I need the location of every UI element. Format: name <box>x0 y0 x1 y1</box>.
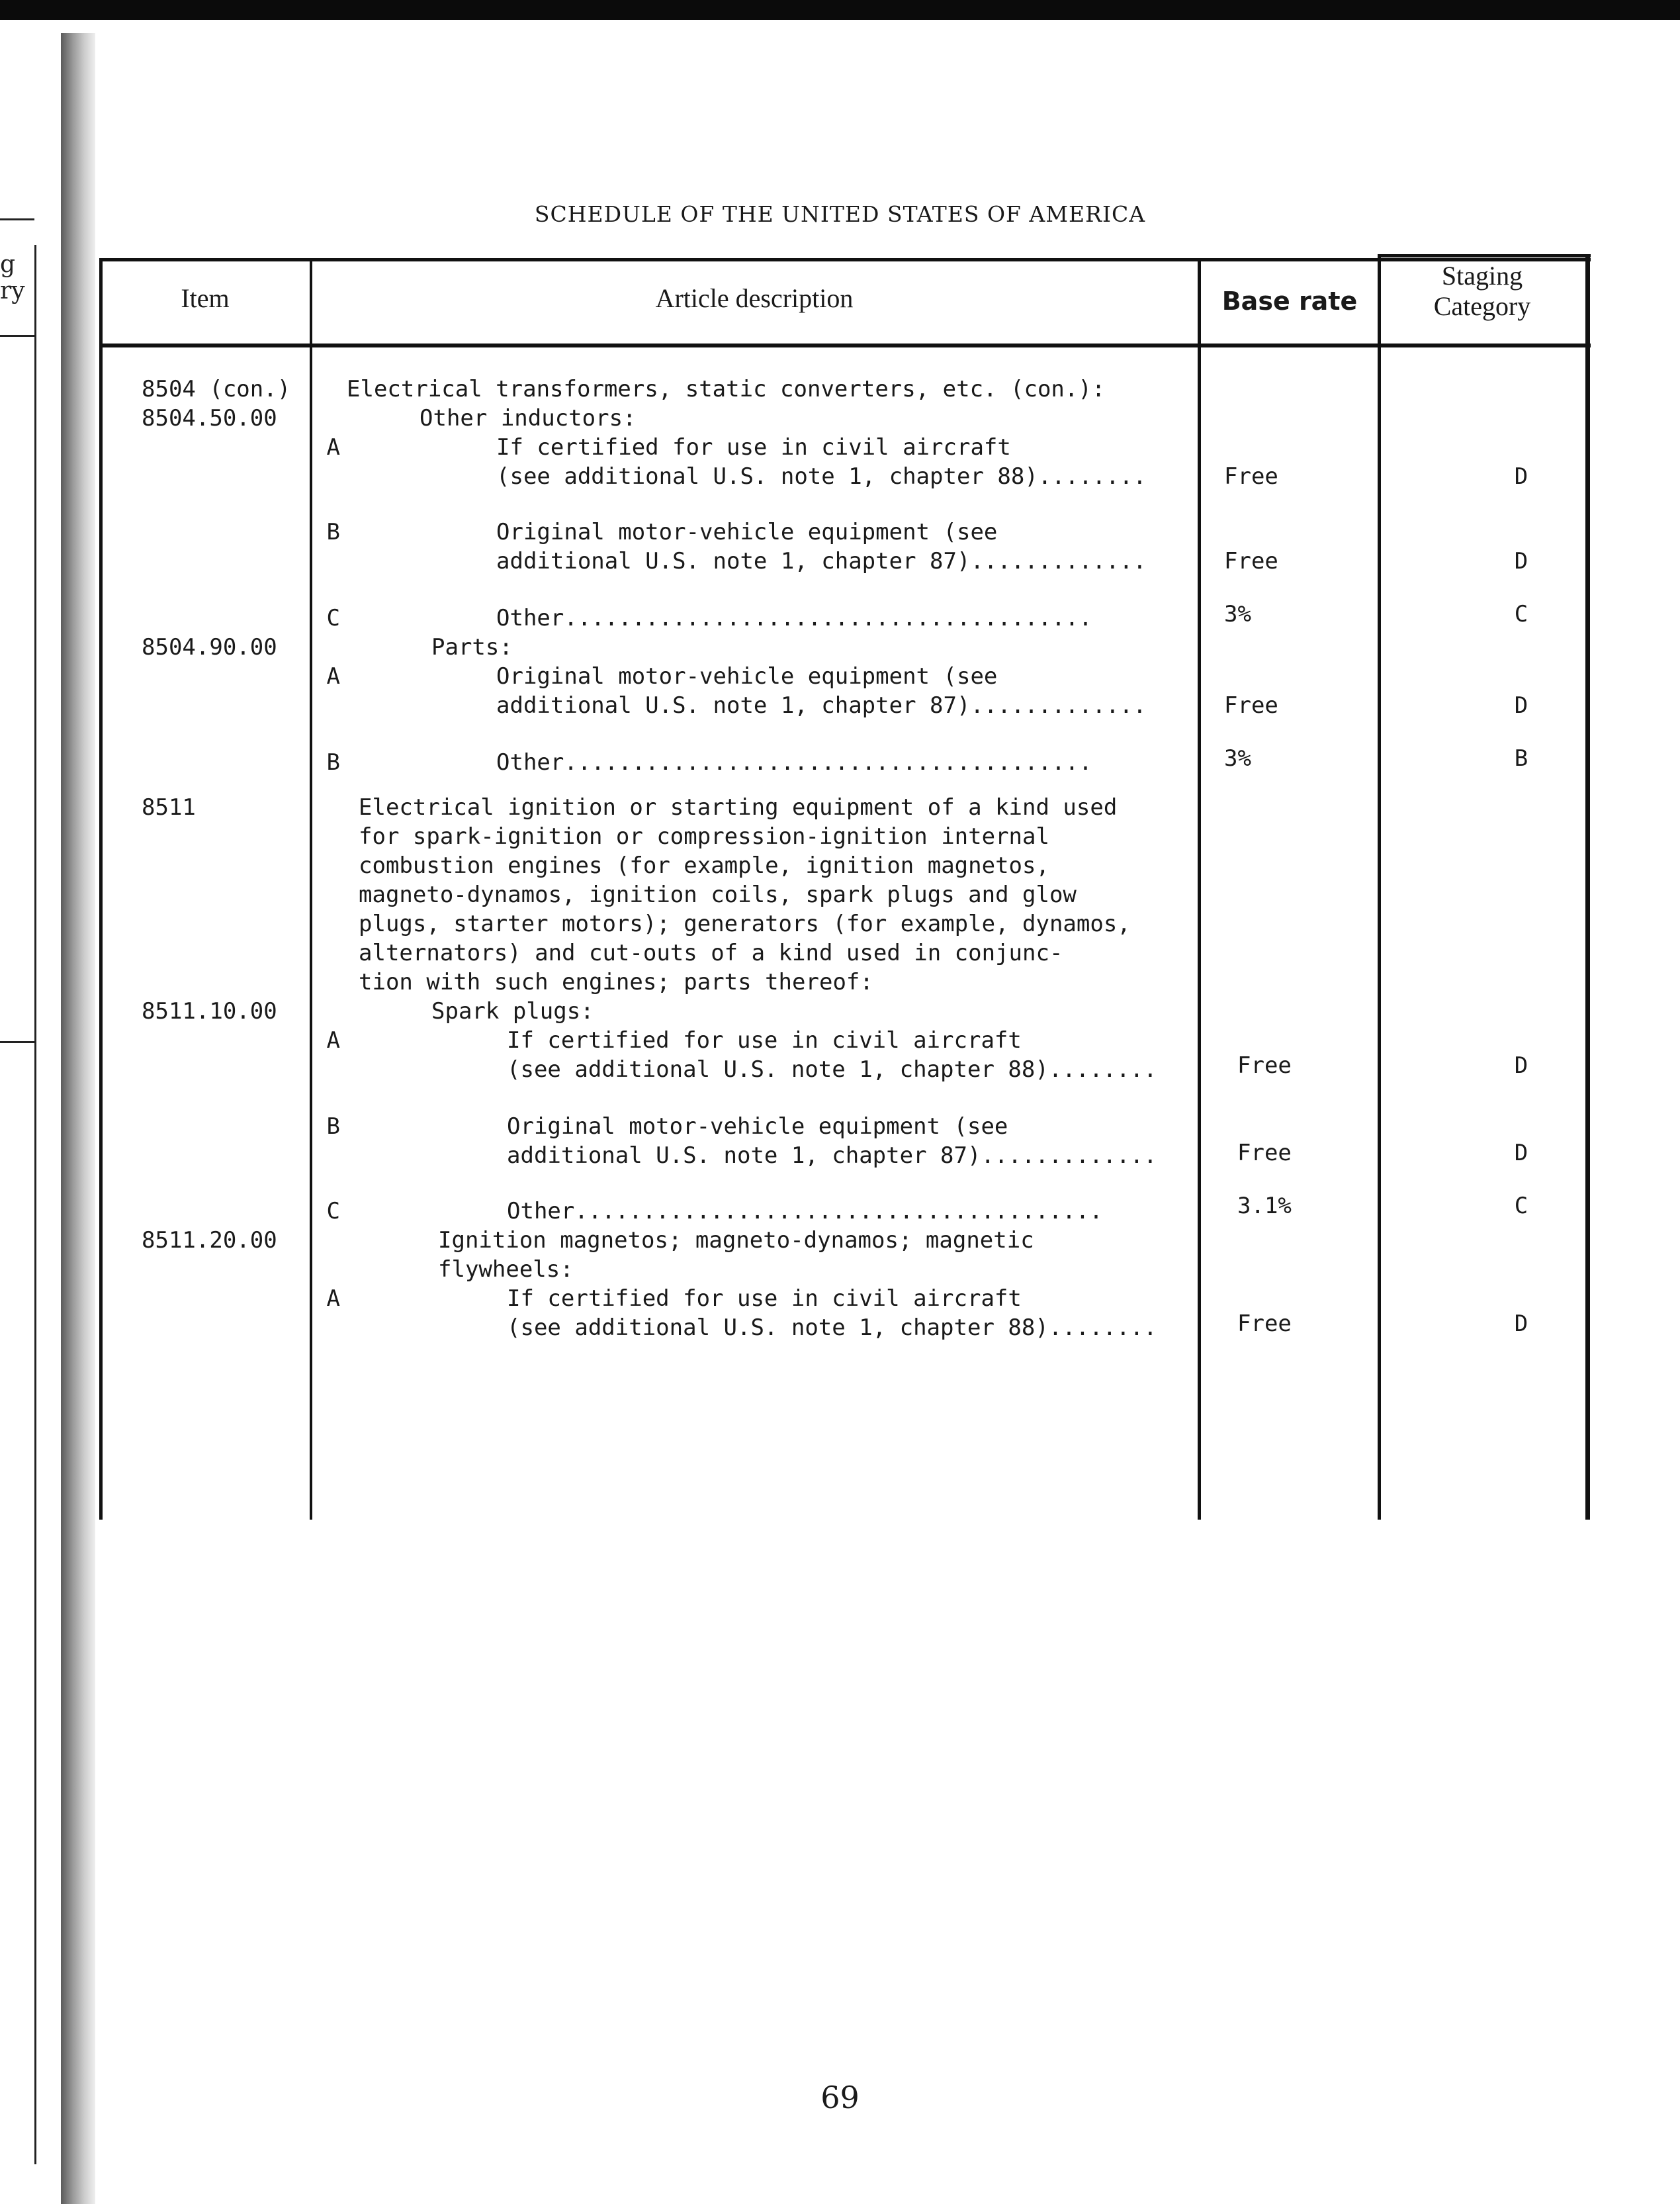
adjacent-page-text-fragment: g ry <box>0 251 25 304</box>
staging-category-value: D <box>1514 692 1528 719</box>
page-number: 69 <box>820 2080 860 2115</box>
article-description-line: additional U.S. note 1, chapter 87)............. <box>496 692 1147 719</box>
column-divider-description <box>1198 258 1201 1520</box>
article-description-line: Other....................................... <box>496 749 1092 776</box>
staging-category-value: D <box>1514 463 1528 490</box>
header-top-rule <box>99 258 1591 261</box>
item-number: 8511 <box>142 794 196 821</box>
article-description-line: alternators) and cut-outs of a kind used in conjunc- <box>359 940 1063 966</box>
base-rate-value: Free <box>1237 1310 1292 1337</box>
base-rate-value: Free <box>1237 1052 1292 1079</box>
base-rate-value: Free <box>1237 1140 1292 1166</box>
article-description-line: (see additional U.S. note 1, chapter 88)........ <box>507 1314 1157 1341</box>
article-description-line: combustion engines (for example, ignition magnetos, <box>359 852 1049 879</box>
base-rate-value: Free <box>1224 463 1278 490</box>
base-rate-value: Free <box>1224 548 1278 574</box>
subitem-letter: B <box>326 519 340 545</box>
item-number: 8504.90.00 <box>142 634 277 661</box>
article-description-line: Original motor-vehicle equipment (see <box>496 519 998 545</box>
column-divider-rate <box>1378 254 1381 1520</box>
subitem-letter: B <box>326 1113 340 1140</box>
item-number: 8504 (con.) <box>142 376 291 402</box>
article-description-line: flywheels: <box>438 1256 574 1283</box>
item-number: 8504.50.00 <box>142 405 277 432</box>
header-staging-category <box>1383 261 1581 322</box>
base-rate-value: 3% <box>1224 601 1251 627</box>
subitem-letter: A <box>326 1027 340 1054</box>
article-description-line: Original motor-vehicle equipment (see <box>496 663 998 690</box>
subitem-letter: C <box>326 1198 340 1224</box>
article-description-line: Other inductors: <box>420 405 637 432</box>
article-description-line: plugs, starter motors); generators (for example, dynamos, <box>359 911 1131 937</box>
adjacent-page-rule <box>0 335 34 337</box>
tariff-schedule-table <box>99 254 1591 1520</box>
article-description-line: If certified for use in civil aircraft <box>507 1027 1022 1054</box>
article-description-line: additional U.S. note 1, chapter 87)............. <box>496 548 1147 574</box>
subitem-letter: A <box>326 434 340 461</box>
article-description-line: Electrical transformers, static converters, etc. (con.): <box>347 376 1106 402</box>
article-description-line: Spark plugs: <box>431 998 594 1025</box>
article-description-line: (see additional U.S. note 1, chapter 88)........ <box>507 1056 1157 1083</box>
article-description-line: magneto-dynamos, ignition coils, spark plugs and glow <box>359 882 1077 908</box>
article-description-line: If certified for use in civil aircraft <box>496 434 1011 461</box>
subitem-letter: B <box>326 749 340 776</box>
article-description-line: If certified for use in civil aircraft <box>507 1285 1022 1312</box>
left-border <box>99 258 103 1520</box>
subitem-letter: A <box>326 663 340 690</box>
adjacent-page-edge <box>0 218 34 1043</box>
article-description-line: tion with such engines; parts thereof: <box>359 969 873 995</box>
article-description-line: Parts: <box>431 634 513 661</box>
binding-shadow <box>61 33 95 2204</box>
article-description-line: Original motor-vehicle equipment (see <box>507 1113 1008 1140</box>
article-description-line: Electrical ignition or starting equipment of a kind used <box>359 794 1118 821</box>
article-description-line: Other....................................... <box>507 1198 1103 1224</box>
right-border <box>1585 254 1590 1520</box>
base-rate-value: 3.1% <box>1237 1193 1292 1219</box>
scan-top-border <box>0 0 1680 20</box>
item-number: 8511.20.00 <box>142 1227 277 1254</box>
page-binding-margin <box>0 20 99 2204</box>
article-description-line: Ignition magnetos; magneto-dynamos; magnetic <box>438 1227 1034 1254</box>
document-title: SCHEDULE OF THE UNITED STATES OF AMERICA <box>534 201 1146 227</box>
article-description-line: for spark-ignition or compression-ignition internal <box>359 823 1049 850</box>
staging-category-value: D <box>1514 1310 1528 1337</box>
subitem-letter: A <box>326 1285 340 1312</box>
item-number: 8511.10.00 <box>142 998 277 1025</box>
base-rate-value: 3% <box>1224 745 1251 772</box>
adjacent-page-edge-line <box>34 245 36 2164</box>
staging-category-value: D <box>1514 548 1528 574</box>
staging-category-value: D <box>1514 1052 1528 1079</box>
article-description-line: additional U.S. note 1, chapter 87)............. <box>507 1142 1157 1169</box>
staging-category-value: B <box>1514 745 1528 772</box>
base-rate-value: Free <box>1224 692 1278 719</box>
header-bottom-rule <box>99 344 1591 347</box>
staging-category-value: C <box>1514 1193 1528 1219</box>
header-top-rule-raised <box>1378 254 1591 257</box>
article-description-line: (see additional U.S. note 1, chapter 88)........ <box>496 463 1147 490</box>
staging-category-value: C <box>1514 601 1528 627</box>
header-staging-line1: Staging <box>1441 261 1523 291</box>
header-staging-line2: Category <box>1433 291 1531 321</box>
subitem-letter: C <box>326 605 340 631</box>
header-item: Item <box>181 283 230 313</box>
header-base-rate: Base rate <box>1221 287 1358 316</box>
header-article-description: Article description <box>655 283 854 313</box>
staging-category-value: D <box>1514 1140 1528 1166</box>
article-description-line: Other....................................... <box>496 605 1092 631</box>
